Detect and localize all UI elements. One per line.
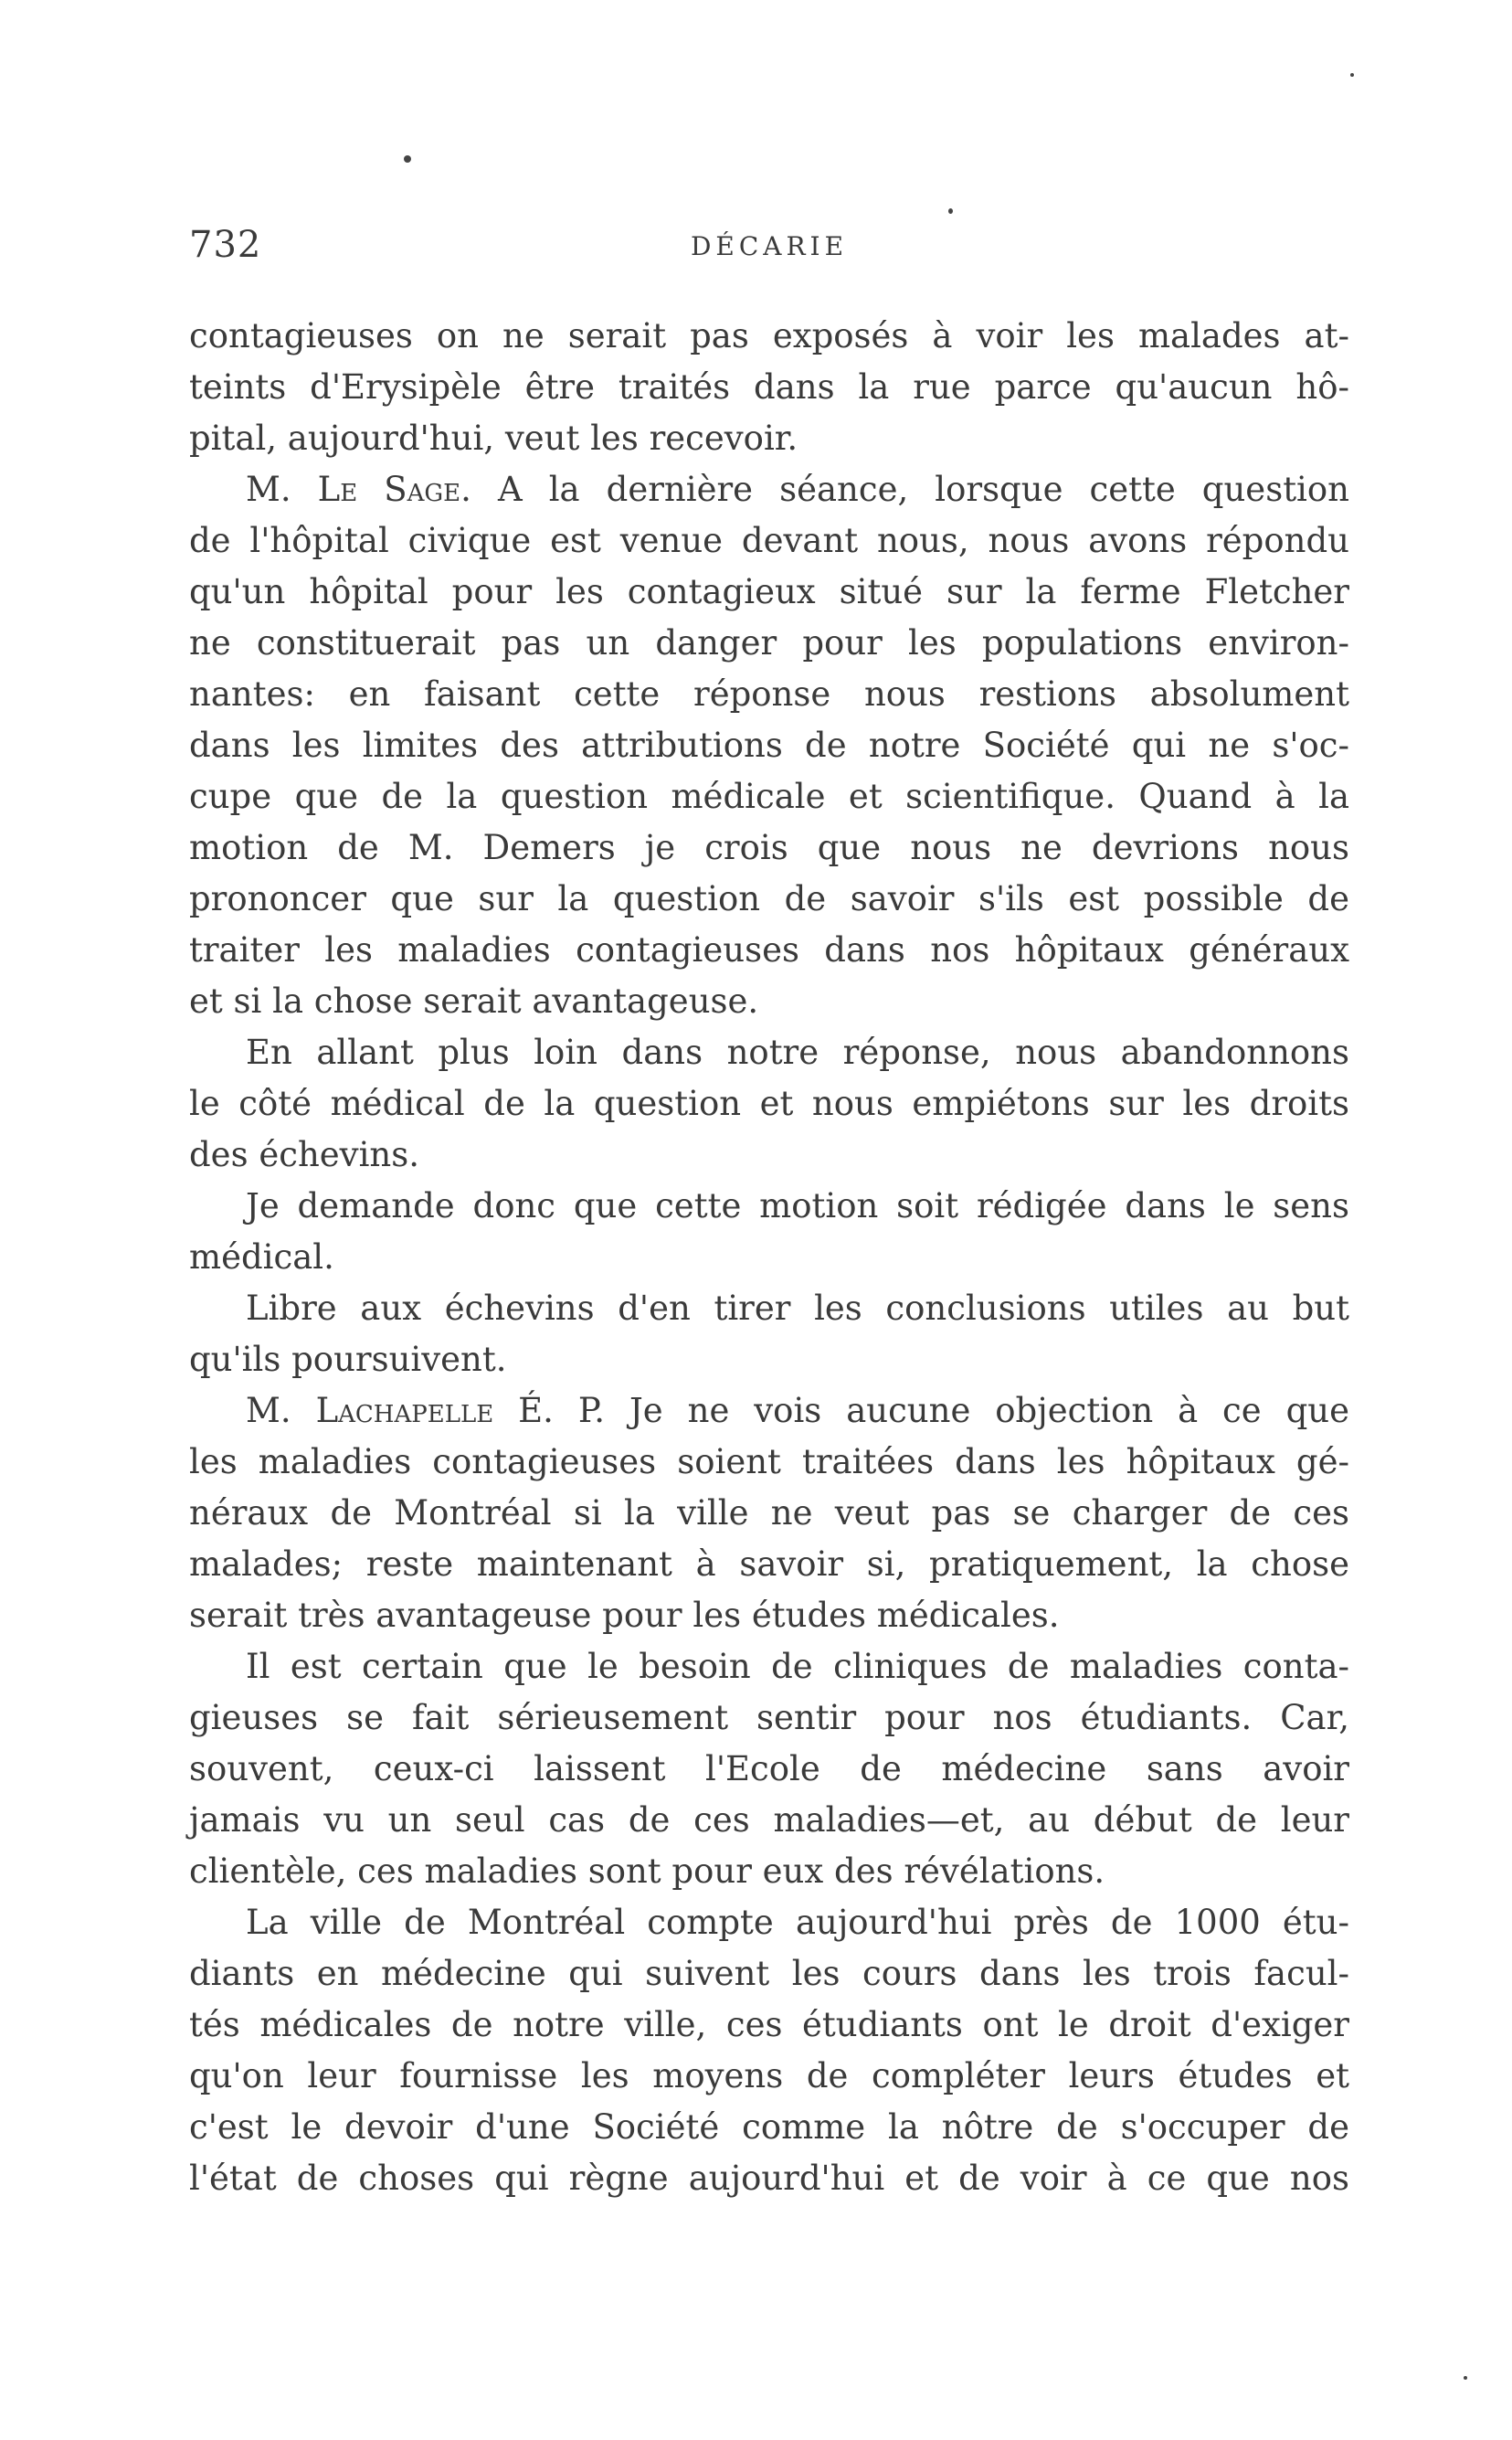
text-line: En allant plus loin dans notre réponse, nous abandonnons: [246, 1033, 1349, 1072]
text-line: [189, 1385, 1349, 1437]
text-line: dans les limites des attributions de notre Société qui ne s'oc-: [189, 726, 1349, 765]
text-line: traiter les maladies contagieuses dans nos hôpitaux généraux: [189, 930, 1349, 970]
text-line: La ville de Montréal compte aujourd'hui près de 1000 étu-: [246, 1903, 1349, 1942]
speaker-name: M. Lachapelle É. P.: [246, 1391, 606, 1430]
text-line: malades; reste maintenant à savoir si, pratiquement, la chose: [189, 1544, 1349, 1584]
text-line: néraux de Montréal si la ville ne veut pas se charger de ces: [189, 1493, 1349, 1533]
text-line: pital, aujourd'hui, veut les recevoir.: [189, 419, 798, 458]
text-line: souvent, ceux-ci laissent l'Ecole de médecine sans avoir: [189, 1749, 1349, 1788]
text-line: le côté médical de la question et nous empiétons sur les droits: [189, 1084, 1349, 1123]
text-line: Il est certain que le besoin de cliniques de maladies conta-: [246, 1647, 1349, 1686]
text-line: de l'hôpital civique est venue devant nous, nous avons répondu: [189, 521, 1349, 560]
text-line: prononcer que sur la question de savoir s'ils est possible de: [189, 879, 1349, 918]
text-line: [189, 464, 1349, 515]
text-line: gieuses se fait sérieusement sentir pour nos étudiants. Car,: [189, 1698, 1349, 1737]
text-line: clientèle, ces maladies sont pour eux des révélations.: [189, 1851, 1105, 1891]
text-line: serait très avantageuse pour les études médicales.: [189, 1596, 1060, 1635]
text-line: Je demande donc que cette motion soit rédigée dans le sens: [246, 1186, 1349, 1225]
text-line: qu'on leur fournisse les moyens de compléter leurs études et: [189, 2056, 1349, 2095]
scan-speck: [948, 208, 953, 214]
text-line: cupe que de la question médicale et scientifique. Quand à la: [189, 777, 1349, 816]
text-line: c'est le devoir d'une Société comme la nôtre de s'occuper de: [189, 2107, 1349, 2147]
body-text: [189, 311, 1349, 2204]
text-line: teints d'Erysipèle être traités dans la rue parce qu'aucun hô-: [189, 367, 1349, 407]
text-line: et si la chose serait avantageuse.: [189, 981, 759, 1021]
text-line: contagieuses on ne serait pas exposés à voir les malades at-: [189, 316, 1349, 355]
page-number: 732: [189, 224, 262, 266]
speaker-name: M. Le Sage.: [246, 470, 471, 509]
text-line: ne constituerait pas un danger pour les populations environ-: [189, 623, 1349, 663]
text-line-content: Je ne vois aucune objection à ce que: [629, 1391, 1350, 1430]
text-line: Libre aux échevins d'en tirer les conclusions utiles au but: [246, 1289, 1349, 1328]
running-head: DÉCARIE: [690, 231, 849, 261]
text-line: nantes: en faisant cette réponse nous restions absolument: [189, 674, 1349, 714]
text-line: médical.: [189, 1237, 334, 1277]
text-line: motion de M. Demers je crois que nous ne devrions nous: [189, 828, 1349, 867]
scan-speck: [1350, 73, 1354, 77]
text-line: qu'ils poursuivent.: [189, 1340, 507, 1379]
text-line: diants en médecine qui suivent les cours dans les trois facul-: [189, 1954, 1349, 1993]
text-line: les maladies contagieuses soient traitées dans les hôpitaux gé-: [189, 1442, 1349, 1481]
text-line: qu'un hôpital pour les contagieux situé sur la ferme Fletcher: [189, 572, 1349, 611]
scan-speck: [404, 155, 411, 163]
page-header: [189, 224, 1349, 279]
text-line: des échevins.: [189, 1135, 419, 1174]
text-line: tés médicales de notre ville, ces étudiants ont le droit d'exiger: [189, 2005, 1349, 2044]
text-line: l'état de choses qui règne aujourd'hui et de voir à ce que nos: [189, 2159, 1349, 2198]
scan-speck: [1464, 2376, 1467, 2380]
text-line: jamais vu un seul cas de ces maladies—et, au début de leur: [189, 1800, 1349, 1840]
text-line-content: A la dernière séance, lorsque cette question: [497, 470, 1349, 509]
